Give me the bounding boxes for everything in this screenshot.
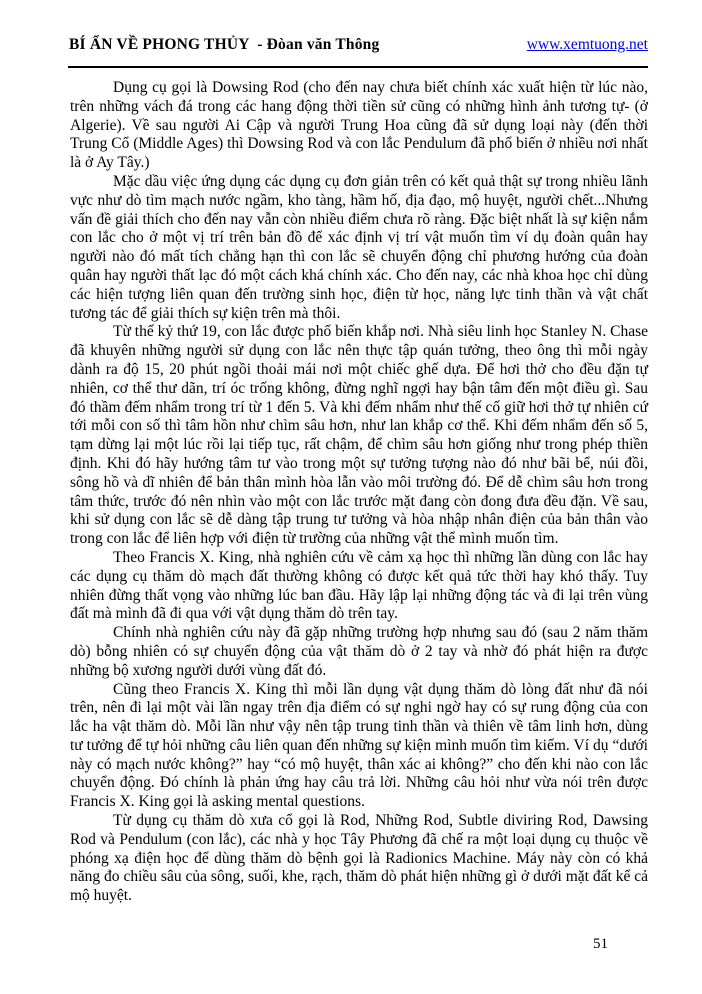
paragraph: Cũng theo Francis X. King thì mỗi lần dụng vật dụng thăm dò lòng đất như đã nói trên, nên đi lại một vài lần ngay trên địa điểm có sự nghi ngờ hay có sự rung động của con lắc ha vật thăm dò. Mỗi lần như vậy nên tập trung tinh thần và thiên về tâm linh hơn, dùng tư tưởng để tự hỏi những câu liên quan đến những sự kiện mình muốn tìm kiếm. Ví dụ “dưới này có mạch nước không?” hay “có mộ huyệt, thân xác ai không?” cho đến khi nào con lắc chuyển động. Đó chính là phản ứng hay câu trả lời. Những câu hỏi như vừa nói trên được Francis X. King gọi là asking mental questions. bbox=[70, 680, 648, 811]
body-text bbox=[70, 79, 648, 906]
paragraph: Từ dụng cụ thăm dò xưa cổ gọi là Rod, Những Rod, Subtle diviring Rod, Dawsing Rod và Pendulum (con lắc), các nhà y học Tây Phương đã chế ra một loại dụng cụ thuộc về phóng xạ điện học để dùng thăm dò bệnh gọi là Radionics Machine. Máy này còn có khả năng đo chiều sâu của sông, suối, khe, rạch, thăm dò phát hiện những gì ở dưới mặt đất kể cả mộ huyệt. bbox=[70, 812, 648, 905]
header-divider bbox=[68, 66, 648, 68]
paragraph: Từ thế kỷ thứ 19, con lắc được phổ biến khắp nơi. Nhà siêu linh học Stanley N. Chase đã khuyên những người sử dụng con lắc nên thực tập quán tưởng, theo ông thì mỗi ngày dành ra độ 15, 20 phút ngồi thoải mái nơi một chiếc ghế dựa. Để hơi thở cho đều đặn tự nhiên, cơ thể thư dãn, trí óc trống không, đừng nghĩ ngợi hay bận tâm đến một điều gì. Sau đó thầm đếm nhẩm trong trí từ 1 đến 5. Và khi đếm nhẩm như thế cố giữ hơi thở tự nhiên cứ tới mỗi con số thì tâm hồn như chìm sâu hơn, như lan khắp cơ thể. Khi đếm nhẩm đến số 5, tạm dừng lại một lúc rồi lại tiếp tục, rất chậm, để chìm sâu hơn giống như trong phép thiền định. Khi đó hãy hướng tâm tư vào trong một sự tưởng tượng nào đó như bãi bể, núi đồi, sông hồ và dĩ nhiên để bản thân mình hòa lẫn vào môi trường đó. Để dễ chìm sâu hơn trong tâm thức, trước đó nên nhìn vào một con lắc trước mặt đang còn đong đưa đều đặn. Về sau, khi sử dụng con lắc sẽ dễ dàng tập trung tư tưởng và hòa nhập nhân điện của bản thân vào trong con lắc để liên hợp với điện từ trường của những vật thể mình muốn tìm. bbox=[70, 323, 648, 548]
paragraph: Chính nhà nghiên cứu này đã gặp những trường hợp nhưng sau đó (sau 2 năm thăm dò) bỗng nhiên có sự chuyển động của vật thăm dò ở 2 tay và nhờ đó phát hiện ra được những bộ xương người dưới vùng đất đó. bbox=[70, 624, 648, 679]
page-header bbox=[69, 36, 648, 54]
page-number: 51 bbox=[593, 936, 608, 952]
website-link[interactable]: www.xemtuong.net bbox=[526, 36, 648, 53]
paragraph: Dụng cụ gọi là Dowsing Rod (cho đến nay chưa biết chính xác xuất hiện từ lúc nào, trên những vách đá trong các hang động thời tiền sử cũng có những hình ảnh tương tự- (ở Algerie). Về sau người Ai Cập và người Trung Hoa cũng đã sử dụng loại này (đến thời Trung Cổ (Middle Ages) thì Dowsing Rod và con lắc Pendulum đã phổ biến ở nhiều nơi nhất là ở Ay Tây.) bbox=[70, 79, 648, 172]
book-title: BÍ ẨN VỀ PHONG THỦY - Đòan văn Thông bbox=[69, 36, 380, 53]
paragraph: Mặc dầu việc ứng dụng các dụng cụ đơn giản trên có kết quả thật sự trong nhiều lãnh vực như dò tìm mạch nước ngầm, kho tàng, hầm hố, địa đạo, mộ huyệt, người chết...Nhưng vấn đề giải thích cho đến nay vẫn còn nhiều điểm chưa rõ ràng. Đặc biệt nhất là sự kiện nắm con lắc cho ở một vị trí trên bản đồ để xác định vị trí vật muốn tìm ví dụ đoàn quân hay người nào đó mất tích chẳng hạn thì con lắc sẽ chuyển động chỉ phương hướng của đoàn quân hay người thất lạc đó một cách khá chính xác. Cho đến nay, các nhà khoa học chỉ dùng các hiện tượng liên quan đến trường sinh học, điện từ học, năng lực tinh thần và vật chất tương tác để giải thích sự kiện trên mà thôi. bbox=[70, 172, 648, 322]
paragraph: Theo Francis X. King, nhà nghiên cứu về cảm xạ học thì những lần dùng con lắc hay các dụng cụ thăm dò mạch đất thường không có được kết quả tức thời hay khó thấy. Tuy nhiên đừng thất vọng vào những lúc ban đầu. Hãy lập lại những động tác và đi lại trên vùng đất mà mình đã đi qua với vật dụng thăm dò trên tay. bbox=[70, 548, 648, 623]
